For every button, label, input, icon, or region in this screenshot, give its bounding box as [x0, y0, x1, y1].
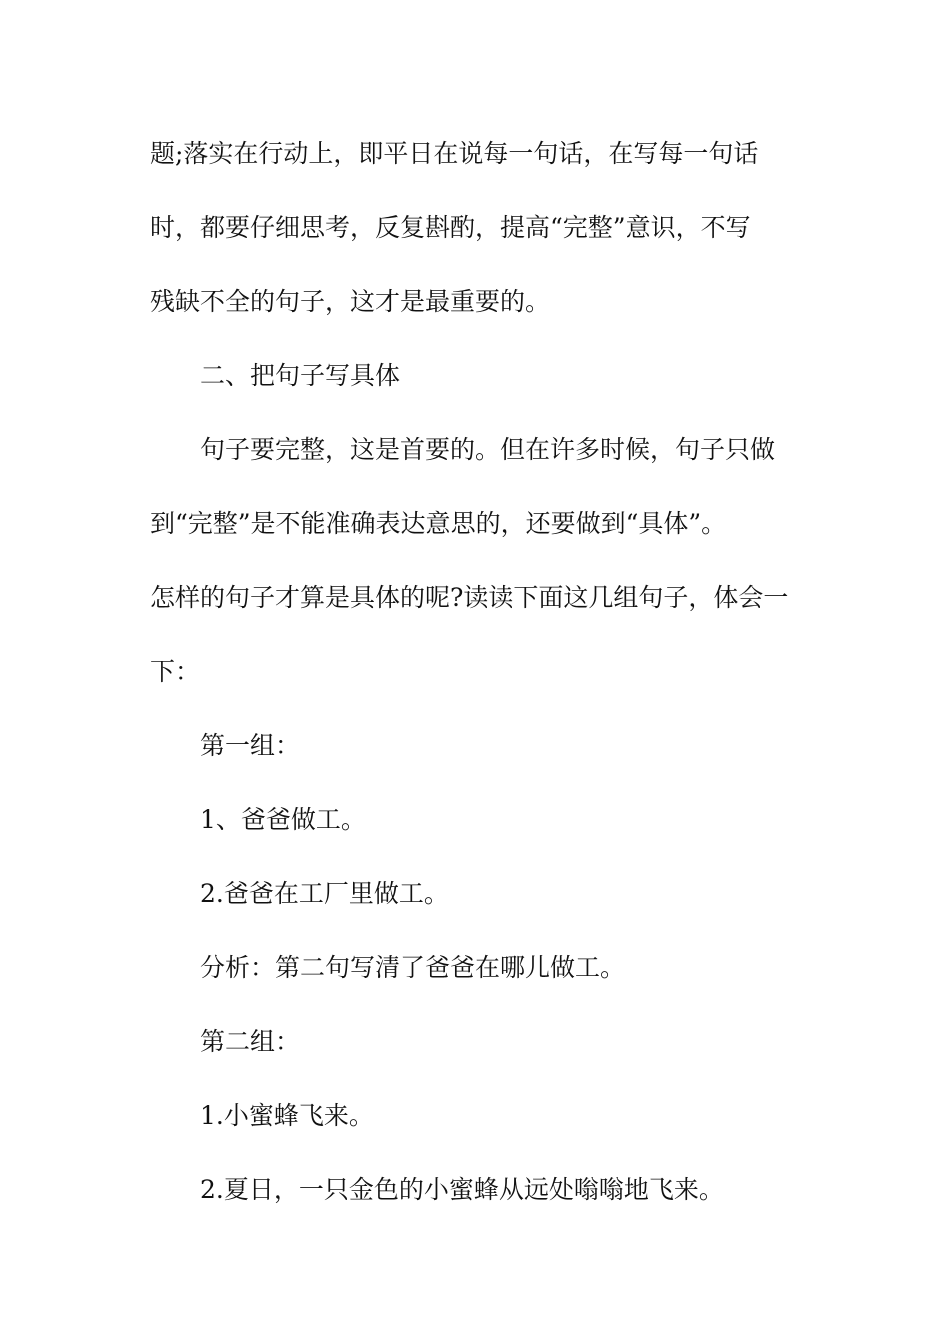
text-line: 下：: [150, 657, 201, 686]
example-sentence: 1、爸爸做工。: [200, 805, 366, 834]
text-line: 怎样的句子才算是具体的呢?读读下面这几组句子，体会一: [150, 583, 789, 612]
analysis-text: 分析：第二句写清了爸爸在哪儿做工。: [200, 953, 626, 982]
text-line: 句子要完整，这是首要的。但在许多时候，句子只做: [200, 435, 776, 464]
group-label: 第一组：: [200, 731, 301, 760]
section-heading: 二、把句子写具体: [200, 361, 401, 390]
group-label: 第二组：: [200, 1027, 301, 1056]
text-line: 题;落实在行动上，即平日在说每一句话，在写每一句话: [150, 139, 759, 168]
document-body: [150, 117, 800, 1227]
example-sentence: 1.小蜜蜂飞来。: [200, 1101, 374, 1130]
text-line: 残缺不全的句子，这才是最重要的。: [150, 287, 551, 316]
example-sentence: 2.爸爸在工厂里做工。: [200, 879, 449, 908]
text-line: 时，都要仔细思考，反复斟酌，提高“完整”意识，不写: [150, 213, 751, 242]
text-line: 到“完整”是不能准确表达意思的，还要做到“具体”。: [150, 509, 727, 538]
example-sentence: 2.夏日，一只金色的小蜜蜂从远处嗡嗡地飞来。: [200, 1175, 724, 1204]
